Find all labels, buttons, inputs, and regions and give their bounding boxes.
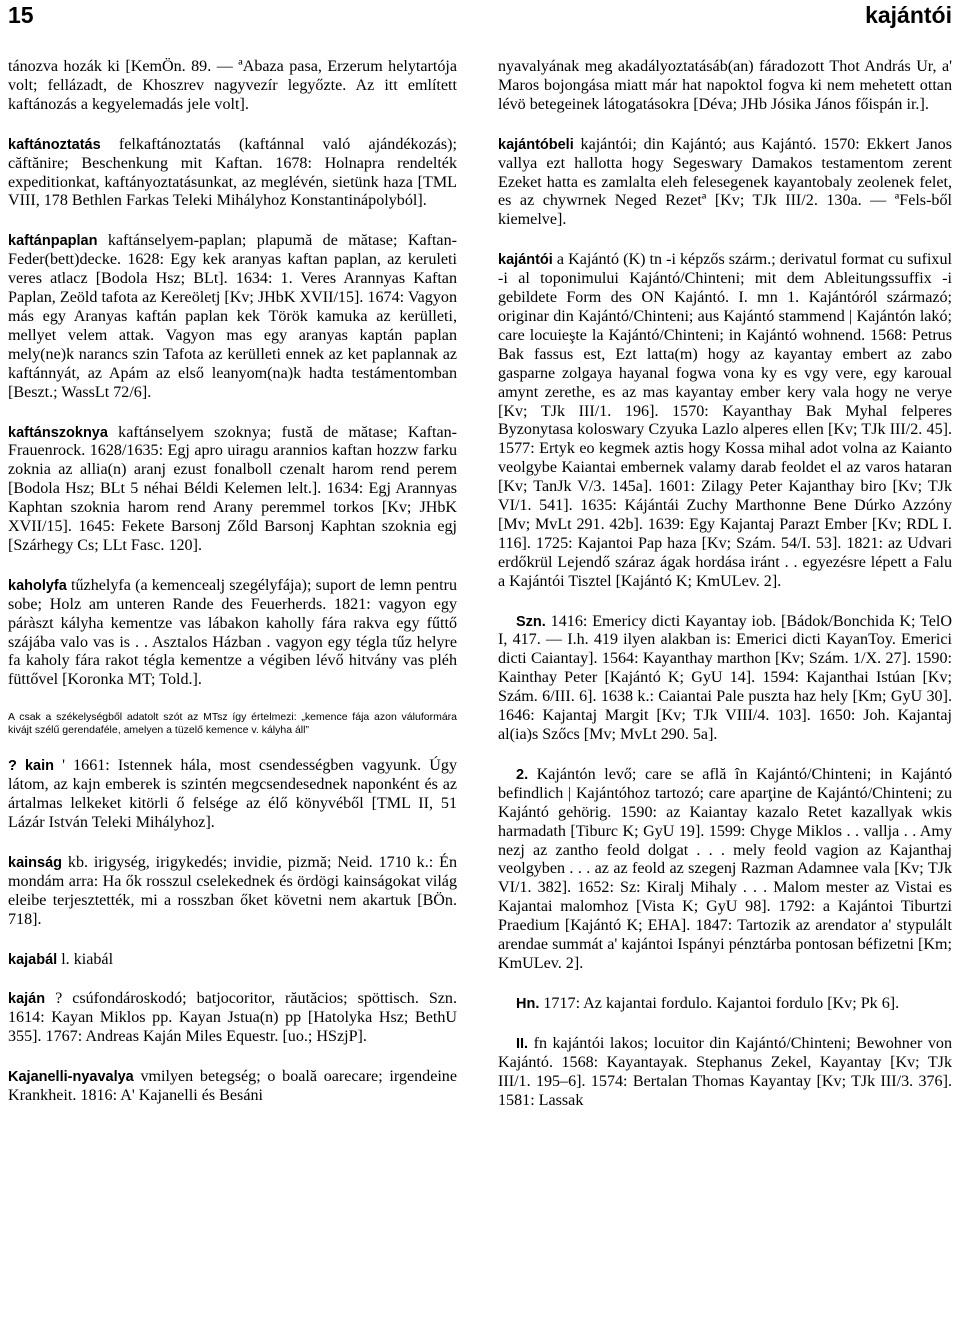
- dictionary-entry: [498, 995, 952, 1014]
- dictionary-entry: [8, 951, 457, 970]
- entry-headword: kajabál: [8, 951, 58, 968]
- entry-text: kaftánselyem-paplan; plapumă de mătase; Kaftan-Feder(bett)decke. 1628: Egy kek aranyas kaftan paplan, az keruleti veres atlacz [Bodola Hsz; BLt]. 1634: 1. Veres Arannyas Kaftan Paplan, Zeöld tafota az Kereöletj [Kv; JHbK XVII/15]. 1674: Vagyon más egy Aranyas kaftán paplan kek Török kamuka az kerülleti, mellyet velem attak. Vagyon mas egy aranyas kaptán paplan mely(ne)k narancs szin Tafota az kerülleti ennek az ket paplannak az kaftánnyát, az Apám az első leanyom(na)k hadta testámentomban [Beszt.; WassLt 72/6].: [8, 232, 457, 401]
- dictionary-entry: [8, 577, 457, 690]
- entry-headword: kainság: [8, 854, 62, 871]
- entry-headword: Szn.: [516, 613, 546, 630]
- entry-text: kajántói; din Kajántó; aus Kajántó. 1570: Ekkert Janos vallya ezt hallotta hogy Segeswary Damakos testamentom zerent Ezeket hatta es zamlalta eleh felesegenek kayantobaly zeolenek felet, es az chywrnek Neged Rezetª [Kv; TJk III/2. 130a. — ªFels-ből kiemelve].: [498, 135, 952, 229]
- entry-headword: Hn.: [516, 995, 540, 1012]
- entry-headword: ? kain: [8, 758, 54, 775]
- entry-headword: kaholyfa: [8, 577, 67, 594]
- page-header: [8, 2, 952, 36]
- entry-text: tánozva hozák ki [KemÖn. 89. — ªAbaza pasa, Erzerum helytartója volt; fellázadt, de Khoszrev nagyvezír legyőzte. Az itt említett kaftánozás a kegyelemadás jele volt].: [8, 58, 457, 113]
- dictionary-entry: [498, 766, 952, 974]
- entry-text: l. kiabál: [57, 950, 114, 968]
- entry-text: tűzhelyfa (a kemencealj szegélyfája); suport de lemn pentru sobe; Holz am unteren Rande des Feuerherds. 1821: vagyon egy páràszt kályha kementze vas lábakon kaholly fára rakva egy fűttő szájába valo vas is . . Asztalos Házban . vagyon egy tégla tűz helyre fa kaholy fára rakot tégla kementze a végiben lévő hitvány vas pléh füttővel [Koronka MT; Told.].: [8, 576, 457, 689]
- entry-text: ? csúfondároskodó; batjocoritor, răutăcios; spöttisch. Szn. 1614: Kayan Miklos pp. Kayan Jstua(n) pp [Hatolyka Hsz; BethU 355]. 1767: Andreas Kaján Miles Equestr. [uo.; HSzjP].: [8, 990, 457, 1046]
- entry-text: kaftánselyem szoknya; fustă de mătase; Kaftan-Frauenrock. 1628/1635: Egj apro uiragu arannios kaftan hozzw farku zoknia az allia(n) aranj ezust fonalboll czenalt harom rend perem [Bodola Hsz; BLt 5 néhai Béldi Kelemen lelt.]. 1634: Egj Arannyas Kaphtan szoknia harom rend Arany peremmel torkos [Kv; JHbK XVII/15]. 1645: Fekete Barsonj Zőld Barsonj Kaphtan szoknia egj [Szárhegy Cs; LLt Fasc. 120].: [8, 423, 457, 554]
- running-headword: kajántói: [865, 2, 952, 28]
- dictionary-entry: [8, 990, 457, 1047]
- left-column: [8, 58, 457, 1127]
- entry-text: 1416: Emericy dicti Kayantay iob. [Bádok/Bonchida K; TelO I, 417. — I.h. 419 ilyen alakban is: Emerici dicti KayanToy. Emerici dicti Caiantay]. 1564: Kayanthay marthon [Kv; Szám. 1/X. 27]. 1590: Kainthay Peter [Kajántó K; GyU 14]. 1594: Kajanthai Istúan [Kv; Szám. 6/III. 6]. 1638 k.: Caiantai Pale puszta haz hely [Km; GyU 30]. 1646: Kajantaj Margit [Kv; TJk VIII/4. 103]. 1650: Joh. Kajantaj al(ia)s Szőcs [Mv; MvLt 290. 5a].: [498, 612, 952, 743]
- entry-text: a Kajántó (K) tn -i képzős szárm.; derivatul format cu sufixul -i al toponimului Kajántó/Chinteni; mit dem Ableitungssuffix -i gebildete Form des ON Kajántó. I. mn 1. Kajántóról származó; originar din Kajántó/Chinteni; aus Kajántó stammend | Kajántón lakó; care locuieşte la Kajántó/Chinteni; in Kajántó wohnend. 1568: Petrus Bak fassus est, Ezt latta(m) hogy az kayantay embert az zabo gasparne zolgaya hayanal fogwa vona ky es vgy vere, egy karoual amynt zerethe, es az mas kayantay ember kery vala hogy ne verye [Kv; TJk III/1. 196]. 1570: Kayanthay Bak Myhal felperes Byzonytasa koloswary Czyuka Lazlo alperes ellen [Kv; TJk III/2. 45]. 1577: Ertyk eo kegmek aztis hogy Kossa mihal adot volna az Kaianto veolgybe Kaiantai embernek valamy darab feoldet el az varos hataran [Kv; TanJk V/3. 145a]. 1601: Zilagy Peter Kajanthay biro [Kv; TJk VI/1. 541]. 1635: Kájántái Zuchy Marthonne Bene Dúrko Azzóny [Mv; MvLt 291. 42b]. 1639: Egy Kajantaj Parazt Ember [Kv; RDL I. 116]. 1725: Kajantoi Pap haza [Kv; Szám. 54/I. 53]. 1821: az Udvari erdőkrül Lejendő száraz ágak hordása iránt . . egyezésre lépett a Falu a Kajántói Tisztel [Kajántó K; KmULev. 2].: [498, 251, 952, 590]
- entry-headword: kaftánpaplan: [8, 233, 98, 250]
- dictionary-entry: [498, 613, 952, 745]
- dictionary-entry: [8, 854, 457, 930]
- entry-headword: kaftánszoknya: [8, 424, 108, 441]
- entry-headword: kajántóbeli: [498, 136, 574, 153]
- entry-headword: kaján: [8, 991, 46, 1008]
- dictionary-entry: [8, 757, 457, 833]
- dictionary-entry: [498, 136, 952, 231]
- dictionary-entry: [8, 1068, 457, 1106]
- dictionary-entry: [8, 136, 457, 212]
- page-number: 15: [8, 2, 34, 28]
- entry-text: Kajántón levő; care se află în Kajántó/Chinteni; in Kajántó befindlich | Kajántóhoz tartozó; care aparţine de Kajántó/Chinteni; zu Kajántó gehörig. 1590: az Kaiantay kazalo Retet kazallyak wkis harmadath [Tiburc K; GyU 19]. 1599: Chyge Miklos . . vallja . . Amy nezj az zantho feold dolgat . . . mely feold vagion az Kajanthaj veolgyben . . . az az feold az szegenj Razman Adamnee vala [Kv; TJk VI/1. 382]. 1652: Sz: Kiralj Mihaly . . . Malom mester az Vistai es Kajantai malomhoz [Vista K; GyU 98]. 1792: a Kajántoi Tiburtzi Praedium [Kajántó K; EHA]. 1847: Tartozik az arendator a' stypulált arendae summát a' kajántoi Ispányi pénztárba pontosan béfizetni [Km; KmULev. 2].: [498, 765, 952, 972]
- dictionary-entry: [498, 1035, 952, 1111]
- entry-headword: kajántói: [498, 252, 553, 269]
- right-column: [498, 58, 952, 1131]
- entry-headword: kaftánoztatás: [8, 136, 101, 153]
- entry-text: felkaftánoztatás (kaftánnal való ajándékozás); căftănire; Beschenkung mit Kaftan. 1678: Holnapra rendelték expeditionkat, kaftányoztatásunkat, az meglévén, sietünk haza [TML VIII, 178 Bethlen Farkas Teleki Mihályhoz Konstantinápolyból].: [8, 135, 457, 210]
- dictionary-entry: [498, 251, 952, 591]
- entry-text: ' 1661: Istennek hála, most csendességben vagyunk. Úgy látom, az kajn emberek is szintén megcsendesednek naponként és az ártalmas lelkeket kitörli ő felsége az élő könyvéből [TML II, 51 Lázár István Teleki Mihályhoz].: [8, 757, 457, 831]
- dictionary-entry: [8, 232, 457, 402]
- entry-headword: 2.: [516, 766, 529, 783]
- dictionary-entry: [498, 58, 952, 115]
- dictionary-entry: [8, 424, 457, 556]
- entry-headword: Kajanelli-nyavalya: [8, 1069, 134, 1086]
- entry-text: nyavalyának meg akadályoztatásáb(an) fáradozott Thot András Ur, a' Maros bojongása miatt már hat napoktol fogva ki nem mehetett ottan lévö betegeinek látogatásokra [Déva; JHb Jósika János főispán ir.].: [498, 58, 952, 113]
- entry-text: fn kajántói lakos; locuitor din Kajántó/Chinteni; Bewohner von Kajántó. 1568: Kayantayak. Stephanus Zekel, Kayantay [Kv; TJk III/1. 195–6]. 1574: Bertalan Thomas Kayantay [Kv; TJk III/3. 376]. 1581: Lassak: [498, 1034, 952, 1109]
- entry-headword: II.: [516, 1035, 529, 1052]
- entry-text: vmilyen betegség; o boală oarecare; irgendeine Krankheit. 1816: A' Kajanelli és Besáni: [8, 1068, 457, 1105]
- entry-note: A csak a székelységből adatolt szót az MTsz így értelmezi: „kemence fája azon váluformára kivájt szélű gerendaféle, amelyen a tüzelő kemence v. kályha áll”: [8, 711, 457, 737]
- dictionary-entry: [8, 58, 457, 115]
- entry-text: 1717: Az kajantai fordulo. Kajantoi fordulo [Kv; Pk 6].: [539, 994, 900, 1012]
- entry-text: kb. irigység, irigykedés; invidie, pizmă; Neid. 1710 k.: Én mondám arra: Ha ők rosszul cselekednek és ördögi kainságokat világ eleibe terjesztették, mi a rosszban őket követni nem akartuk [BÖn. 718].: [8, 853, 457, 928]
